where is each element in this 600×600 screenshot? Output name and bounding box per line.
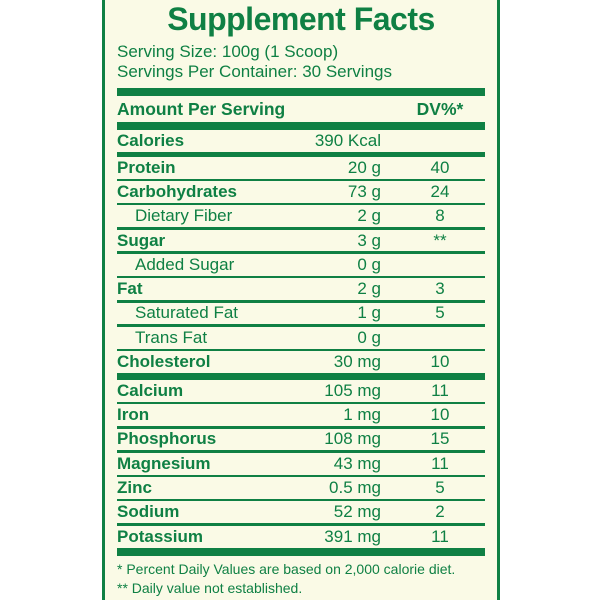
nutrient-dv-percent: 2 [435,502,445,522]
nutrient-row [117,303,485,325]
nutrient-row [117,453,485,475]
nutrient-name: Sodium [117,502,180,522]
nutrient-row [117,157,485,179]
nutrient-amount: 105 mg [324,380,381,400]
footnotes [117,560,485,598]
nutrient-amount: 2 g [357,206,381,226]
nutrient-amount: 43 mg [333,453,381,473]
nutrient-amount: 0 g [357,327,381,347]
nutrient-amount: 2 g [357,279,381,299]
section-divider-top [117,88,485,96]
nutrient-amount: 73 g [347,181,381,201]
nutrient-amount: 20 g [347,157,381,177]
nutrient-dv-percent: 10 [430,405,450,425]
nutrient-row [117,477,485,499]
nutrient-amount: 3 g [357,230,381,250]
nutrient-row [117,404,485,426]
nutrient-row [117,380,485,402]
nutrient-name: Potassium [117,526,203,546]
nutrient-amount: 108 mg [324,429,381,449]
nutrient-amount: 0 g [357,254,381,274]
dv-percent-header: DV%* [416,98,464,119]
nutrient-dv-percent: 5 [435,303,445,323]
nutrient-name: Protein [117,157,176,177]
nutrient-amount: 391 mg [324,526,381,546]
nutrient-name: Sugar [117,230,166,250]
nutrient-name: Iron [117,405,150,425]
nutrient-dv-percent: 11 [431,453,449,473]
nutrient-name: Carbohydrates [117,181,237,201]
nutrient-row [117,230,485,252]
label-title: Supplement Facts [167,1,435,37]
nutrient-name: Trans Fat [135,327,208,347]
nutrient-dv-percent: 40 [430,157,450,177]
nutrient-name: Fat [117,279,143,299]
nutrient-row [117,501,485,523]
nutrient-row [117,429,485,451]
serving-info [117,42,485,81]
nutrient-row [117,254,485,276]
serving-size-text: Serving Size: 100g (1 Scoop) [117,42,339,61]
footnote-daily-values: * Percent Daily Values are based on 2,000 calorie diet. [117,560,456,577]
row-divider [117,548,485,556]
footnote-not-established: ** Daily value not established. [117,579,303,596]
nutrient-row [117,205,485,227]
table-header-row [117,96,485,122]
nutrient-amount: 1 g [357,303,381,323]
nutrient-dv-percent: 11 [431,380,449,400]
nutrient-row [117,130,485,152]
nutrient-name: Added Sugar [135,254,235,274]
nutrient-dv-percent: ** [433,230,447,250]
nutrient-row [117,278,485,300]
supplement-facts-label [102,0,500,600]
nutrient-dv-percent: 11 [431,526,449,546]
nutrient-amount: 30 mg [333,352,381,372]
nutrient-name: Saturated Fat [135,303,239,323]
nutrient-amount: 390 Kcal [314,130,381,150]
nutrient-dv-percent: 5 [435,478,445,498]
nutrient-name: Calcium [117,380,184,400]
nutrient-amount: 1 mg [343,405,381,425]
nutrient-name: Calories [117,130,185,150]
nutrient-row [117,181,485,203]
row-divider [117,373,485,380]
nutrient-dv-percent: 15 [430,429,450,449]
nutrient-row [117,526,485,548]
nutrient-dv-percent: 24 [430,181,450,201]
nutrient-name: Phosphorus [117,429,217,449]
nutrient-table [117,130,485,556]
nutrient-name: Zinc [117,478,152,498]
nutrient-dv-percent: 10 [430,352,450,372]
nutrient-dv-percent: 3 [435,279,445,299]
nutrient-amount: 52 mg [333,502,381,522]
section-divider-header [117,122,485,130]
nutrient-row [117,351,485,373]
nutrient-name: Cholesterol [117,352,211,372]
nutrient-name: Dietary Fiber [135,206,233,226]
servings-per-container-text: Servings Per Container: 30 Servings [117,61,392,81]
amount-per-serving-header: Amount Per Serving [117,98,286,119]
nutrient-amount: 0.5 mg [329,478,381,498]
nutrient-row [117,327,485,349]
nutrient-dv-percent: 8 [435,206,445,226]
nutrient-name: Magnesium [117,453,211,473]
